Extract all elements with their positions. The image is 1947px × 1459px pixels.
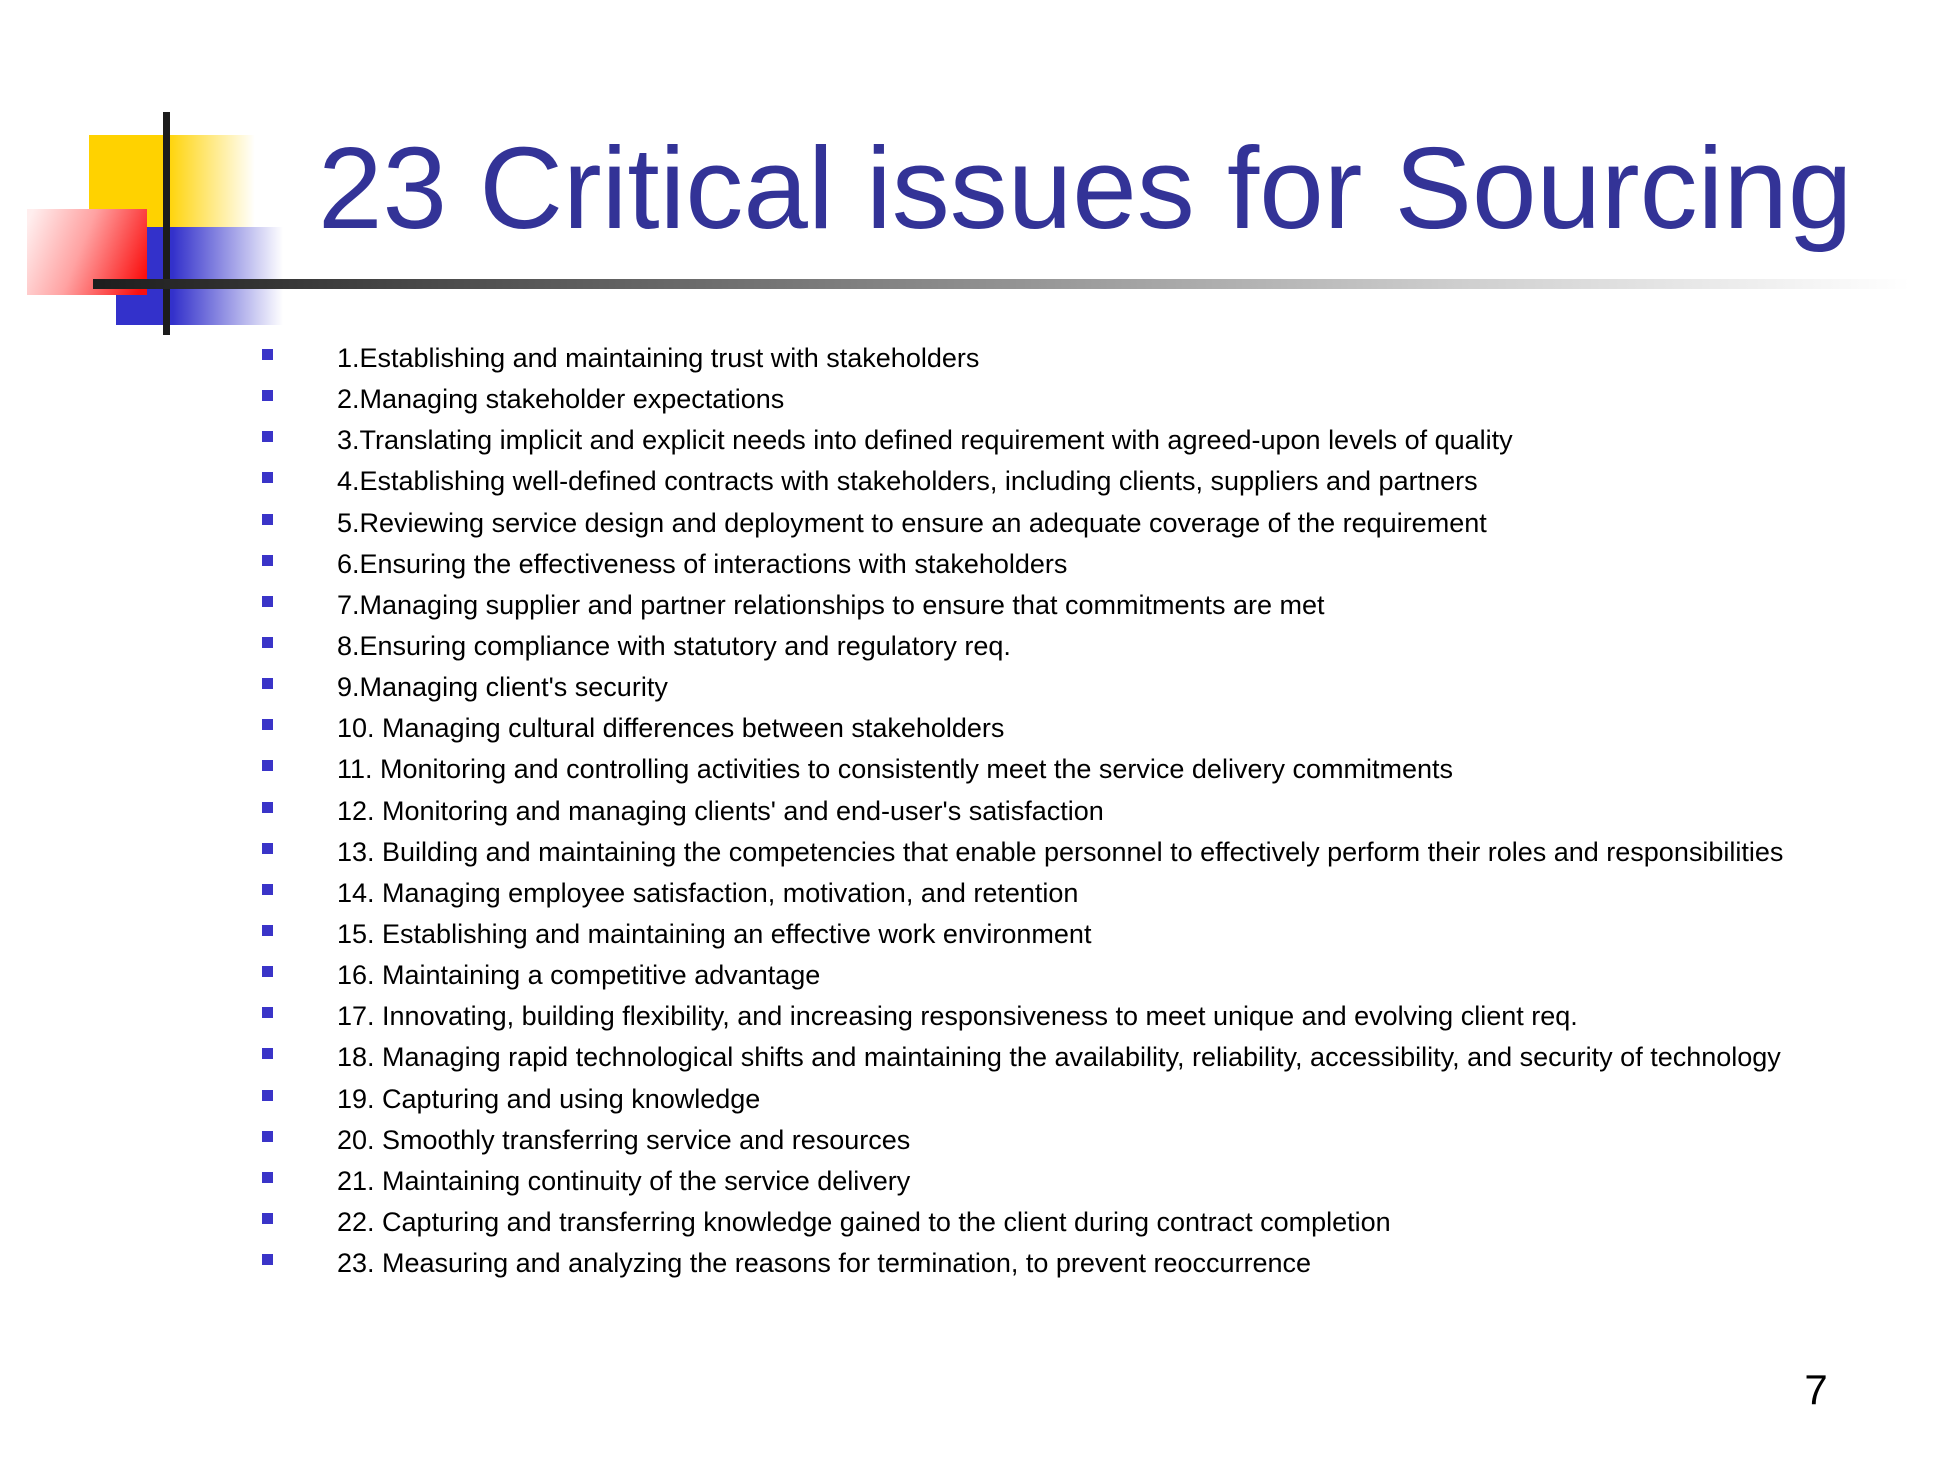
list-item xyxy=(262,955,1783,996)
list-item xyxy=(262,1079,1783,1120)
list-item xyxy=(262,338,1783,379)
list-item xyxy=(262,791,1783,832)
list-item xyxy=(262,667,1783,708)
list-item-text: 9.Managing client's security xyxy=(337,672,668,703)
square-bullet-icon xyxy=(262,472,273,483)
square-bullet-icon xyxy=(262,390,273,401)
list-item-text: 6.Ensuring the effectiveness of interactions with stakeholders xyxy=(337,548,1068,579)
decor-vertical-line xyxy=(163,112,170,335)
list-item xyxy=(262,585,1783,626)
list-item xyxy=(262,832,1783,873)
square-bullet-icon xyxy=(262,431,273,442)
list-item xyxy=(262,873,1783,914)
square-bullet-icon xyxy=(262,1172,273,1183)
list-item xyxy=(262,503,1783,544)
list-item-text: 10. Managing cultural differences between stakeholders xyxy=(337,713,1005,744)
list-item-text: 22. Capturing and transferring knowledge gained to the client during contract completion xyxy=(337,1206,1391,1237)
square-bullet-icon xyxy=(262,349,273,360)
list-item xyxy=(262,420,1783,461)
list-item-text: 19. Capturing and using knowledge xyxy=(337,1083,761,1114)
square-bullet-icon xyxy=(262,1048,273,1059)
square-bullet-icon xyxy=(262,596,273,607)
list-item xyxy=(262,626,1783,667)
list-item-text: 18. Managing rapid technological shifts and maintaining the availability, reliability, accessibility, and security of technology xyxy=(337,1042,1781,1073)
list-item xyxy=(262,1243,1783,1284)
square-bullet-icon xyxy=(262,884,273,895)
bullet-list xyxy=(262,338,1783,1284)
list-item xyxy=(262,1037,1783,1078)
slide-title: 23 Critical issues for Sourcing xyxy=(318,123,1853,253)
square-bullet-icon xyxy=(262,760,273,771)
square-bullet-icon xyxy=(262,1254,273,1265)
list-item-text: 7.Managing supplier and partner relationships to ensure that commitments are met xyxy=(337,589,1325,620)
list-item xyxy=(262,749,1783,790)
list-item xyxy=(262,1161,1783,1202)
square-bullet-icon xyxy=(262,1213,273,1224)
page-number: 7 xyxy=(1804,1366,1828,1413)
title-divider-rule xyxy=(93,279,1947,289)
list-item-text: 13. Building and maintaining the competencies that enable personnel to effectively perform their roles and responsibilities xyxy=(337,836,1784,867)
list-item xyxy=(262,914,1783,955)
square-bullet-icon xyxy=(262,514,273,525)
square-bullet-icon xyxy=(262,555,273,566)
list-item-text: 2.Managing stakeholder expectations xyxy=(337,384,785,415)
list-item-text: 15. Establishing and maintaining an effective work environment xyxy=(337,918,1092,949)
list-item-text: 1.Establishing and maintaining trust with stakeholders xyxy=(337,343,980,373)
list-item-text: 8.Ensuring compliance with statutory and regulatory req. xyxy=(337,630,1011,661)
list-item-text: 4.Establishing well-defined contracts with stakeholders, including clients, suppliers and partners xyxy=(337,466,1478,497)
list-item xyxy=(262,379,1783,420)
list-item xyxy=(262,708,1783,749)
list-item-text: 12. Monitoring and managing clients' and end-user's satisfaction xyxy=(337,795,1104,826)
square-bullet-icon xyxy=(262,925,273,936)
square-bullet-icon xyxy=(262,966,273,977)
list-item-text: 5.Reviewing service design and deployment to ensure an adequate coverage of the requirement xyxy=(337,507,1487,538)
list-item xyxy=(262,461,1783,502)
list-item-text: 23. Measuring and analyzing the reasons for termination, to prevent reoccurrence xyxy=(337,1248,1312,1279)
square-bullet-icon xyxy=(262,637,273,648)
list-item xyxy=(262,1202,1783,1243)
square-bullet-icon xyxy=(262,1131,273,1142)
list-item xyxy=(262,996,1783,1037)
list-item xyxy=(262,1120,1783,1161)
square-bullet-icon xyxy=(262,1090,273,1101)
list-item-text: 14. Managing employee satisfaction, motivation, and retention xyxy=(337,877,1079,908)
square-bullet-icon xyxy=(262,843,273,854)
list-item xyxy=(262,544,1783,585)
list-item-text: 16. Maintaining a competitive advantage xyxy=(337,960,821,991)
list-item-text: 17. Innovating, building flexibility, and increasing responsiveness to meet unique and evolving client req. xyxy=(337,1001,1578,1032)
list-item-text: 11. Monitoring and controlling activities to consistently meet the service delivery commitments xyxy=(337,754,1453,785)
square-bullet-icon xyxy=(262,1007,273,1018)
list-item-text: 21. Maintaining continuity of the service delivery xyxy=(337,1165,911,1196)
list-item-text: 20. Smoothly transferring service and resources xyxy=(337,1124,911,1155)
square-bullet-icon xyxy=(262,802,273,813)
list-item-text: 3.Translating implicit and explicit needs into defined requirement with agreed-upon levels of quality xyxy=(337,425,1513,456)
square-bullet-icon xyxy=(262,719,273,730)
square-bullet-icon xyxy=(262,678,273,689)
